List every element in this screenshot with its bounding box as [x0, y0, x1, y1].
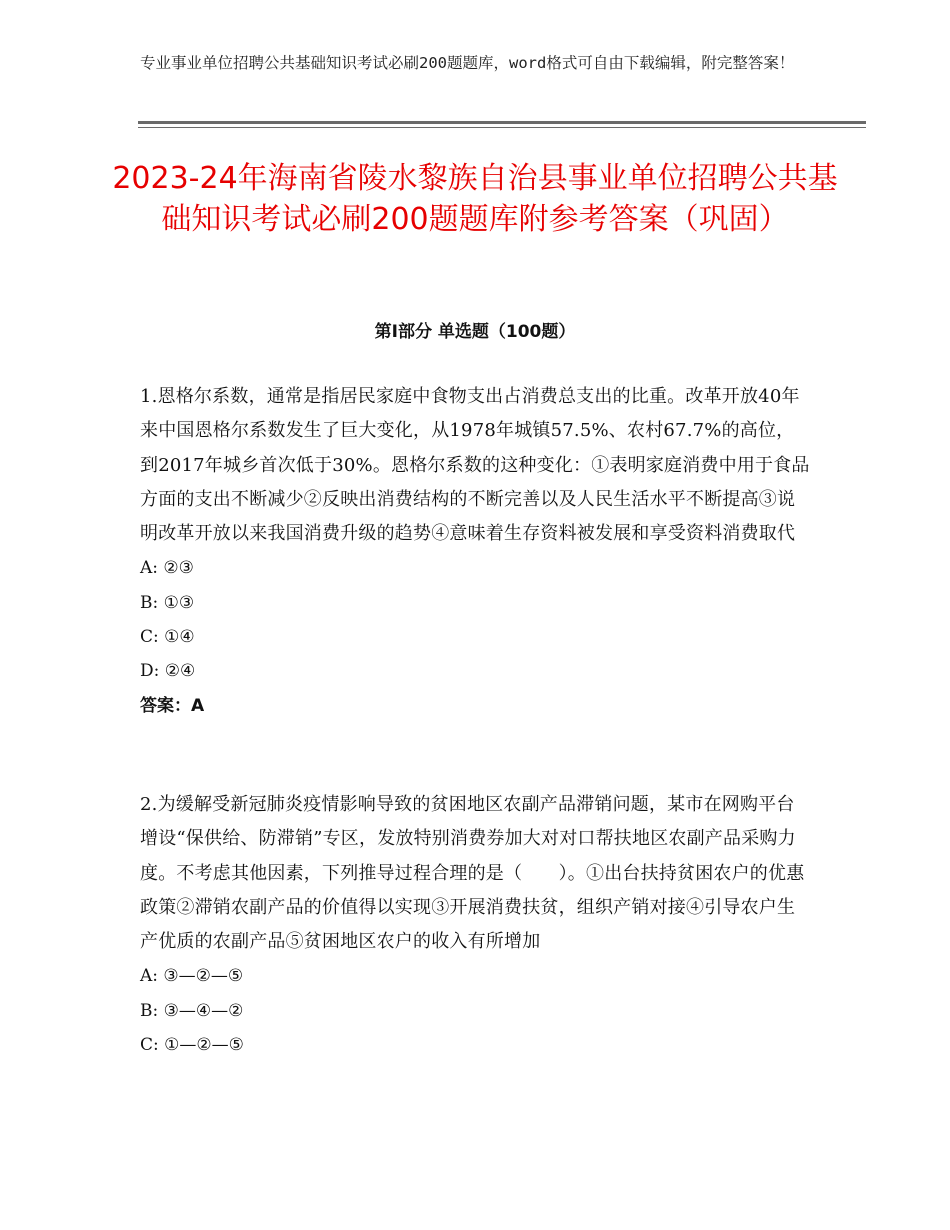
option-b: B: ①③ — [140, 592, 195, 613]
header-divider-thick — [138, 121, 866, 124]
option-a: A: ②③ — [140, 558, 194, 579]
option-a: A: ③—②—⑤ — [140, 966, 244, 987]
document-title: 2023-24年海南省陵水黎族自治县事业单位招聘公共基础知识考试必刷200题题库附参考答案（巩固） — [112, 161, 838, 237]
question-stem: 1.恩格尔系数，通常是指居民家庭中食物支出占消费总支出的比重。改革开放40年来中国恩格尔系数发生了巨大变化，从1978年城镇57.5%、农村67.7%的高位，到2017年城乡首次低于30%。恩格尔系数的这种变化：①表明家庭消费中用于食品方面的支出不断减少②反映出消费结构的不断完善以及人民生活水平不断提高③说明改革开放以来我国消费升级的趋势④意味着生存资料被发展和享受资料消费取代 — [140, 386, 810, 545]
question-2 — [140, 788, 812, 1062]
header-divider-thin — [138, 127, 866, 128]
header-note: 专业事业单位招聘公共基础知识考试必刷200题题库，word格式可自由下载编辑，附完整答案！ — [140, 54, 795, 72]
answer: 答案：A — [140, 695, 205, 716]
option-c: C: ①—②—⑤ — [140, 1035, 244, 1056]
question-1 — [140, 380, 812, 723]
option-b: B: ③—④—② — [140, 1000, 244, 1021]
section-title: 第Ⅰ部分 单选题（100题） — [374, 322, 576, 342]
option-c: C: ①④ — [140, 627, 195, 648]
option-d: D: ②④ — [140, 661, 196, 682]
question-stem: 2.为缓解受新冠肺炎疫情影响导致的贫困地区农副产品滞销问题，某市在网购平台增设“保供给、防滞销”专区，发放特别消费券加大对对口帮扶地区农副产品采购力度。不考虑其他因素，下列推导过程合理的是（ ）。①出台扶持贫困农户的优惠政策②滞销农副产品的价值得以实现③开展消费扶贫，组织产销对接④引导农户生产优质的农副产品⑤贫困地区农户的收入有所增加 — [140, 794, 805, 953]
